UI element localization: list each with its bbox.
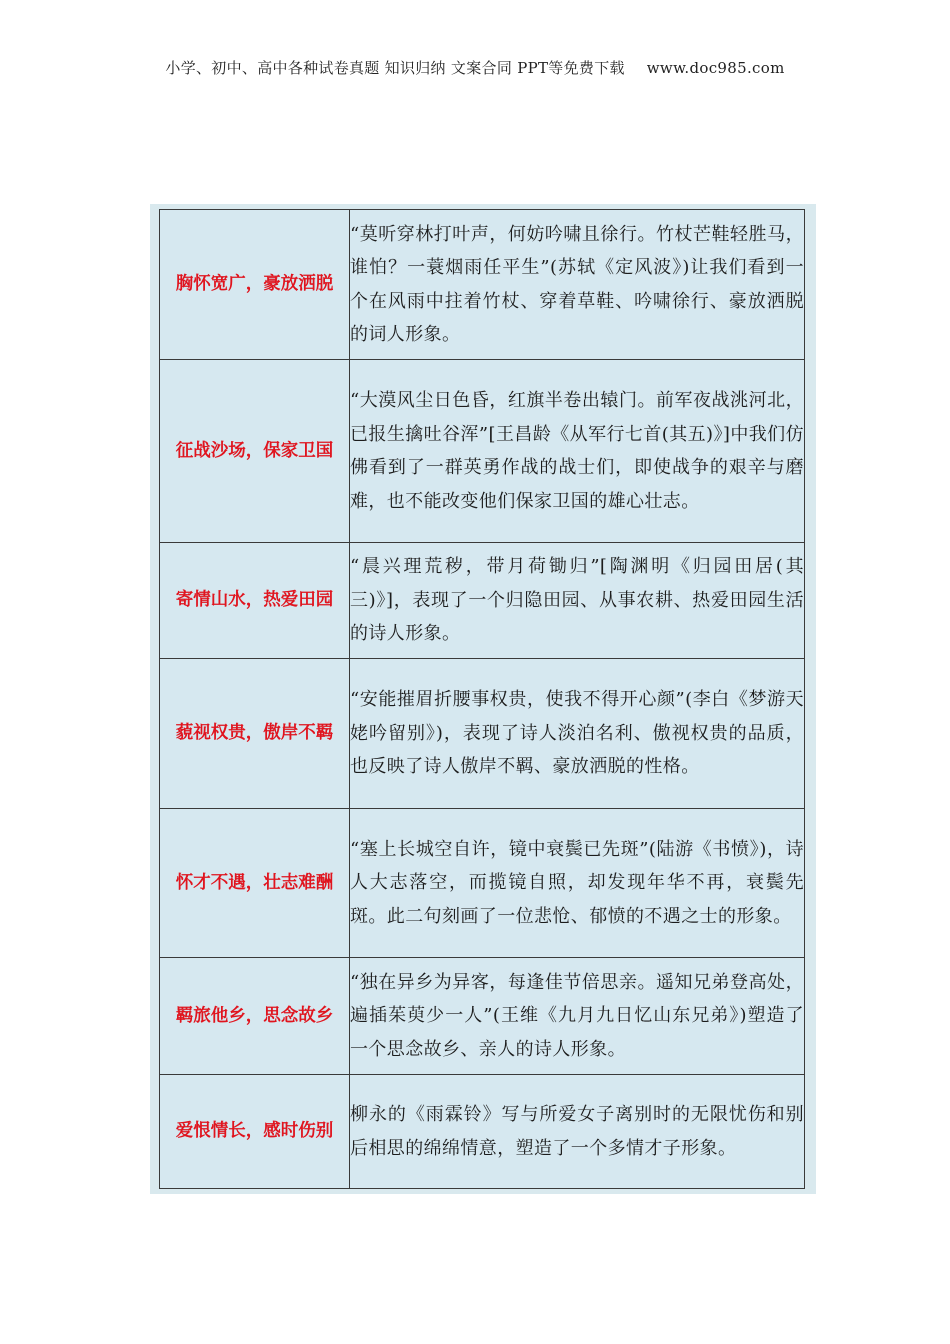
table-row bbox=[160, 543, 805, 659]
table-frame bbox=[150, 204, 816, 1194]
table-row bbox=[160, 809, 805, 958]
theme-cell: 藐视权贵，傲岸不羁 bbox=[160, 659, 350, 809]
theme-cell: 胸怀宽广，豪放洒脱 bbox=[160, 210, 350, 360]
description-cell: “大漠风尘日色昏，红旗半卷出辕门。前军夜战洮河北，已报生擒吐谷浑”[王昌龄《从军行七首(其五)》]中我们仿佛看到了一群英勇作战的战士们，即使战争的艰辛与磨难，也不能改变他们保家卫国的雄心壮志。 bbox=[350, 360, 805, 543]
table-row bbox=[160, 360, 805, 543]
header-site-link[interactable]: www.doc985.com bbox=[646, 59, 785, 77]
poem-image-table bbox=[159, 209, 805, 1189]
theme-cell: 怀才不遇，壮志难酬 bbox=[160, 809, 350, 958]
page-header bbox=[0, 57, 950, 78]
description-cell: “莫听穿林打叶声，何妨吟啸且徐行。竹杖芒鞋轻胜马，谁怕？一蓑烟雨任平生”(苏轼《定风波》)让我们看到一个在风雨中拄着竹杖、穿着草鞋、吟啸徐行、豪放洒脱的词人形象。 bbox=[350, 210, 805, 360]
table-row bbox=[160, 210, 805, 360]
header-text: 小学、初中、高中各种试卷真题 知识归纳 文案合同 PPT等免费下载 bbox=[165, 59, 625, 77]
theme-cell: 寄情山水，热爱田园 bbox=[160, 543, 350, 659]
table-row bbox=[160, 958, 805, 1075]
description-cell: “独在异乡为异客，每逢佳节倍思亲。遥知兄弟登高处，遍插茱萸少一人”(王维《九月九日忆山东兄弟》)塑造了一个思念故乡、亲人的诗人形象。 bbox=[350, 958, 805, 1075]
table-row bbox=[160, 1075, 805, 1189]
theme-cell: 征战沙场，保家卫国 bbox=[160, 360, 350, 543]
description-cell: “安能摧眉折腰事权贵，使我不得开心颜”(李白《梦游天姥吟留别》)，表现了诗人淡泊名利、傲视权贵的品质，也反映了诗人傲岸不羁、豪放洒脱的性格。 bbox=[350, 659, 805, 809]
theme-cell: 爱恨情长，感时伤别 bbox=[160, 1075, 350, 1189]
description-cell: “塞上长城空自许，镜中衰鬓已先斑”(陆游《书愤》)，诗人大志落空，而揽镜自照，却发现年华不再，衰鬓先斑。此二句刻画了一位悲怆、郁愤的不遇之士的形象。 bbox=[350, 809, 805, 958]
theme-cell: 羁旅他乡，思念故乡 bbox=[160, 958, 350, 1075]
table-row bbox=[160, 659, 805, 809]
description-cell: “晨兴理荒秽，带月荷锄归”[陶渊明《归园田居(其三)》]，表现了一个归隐田园、从事农耕、热爱田园生活的诗人形象。 bbox=[350, 543, 805, 659]
description-cell: 柳永的《雨霖铃》写与所爱女子离别时的无限忧伤和别后相思的绵绵情意，塑造了一个多情才子形象。 bbox=[350, 1075, 805, 1189]
